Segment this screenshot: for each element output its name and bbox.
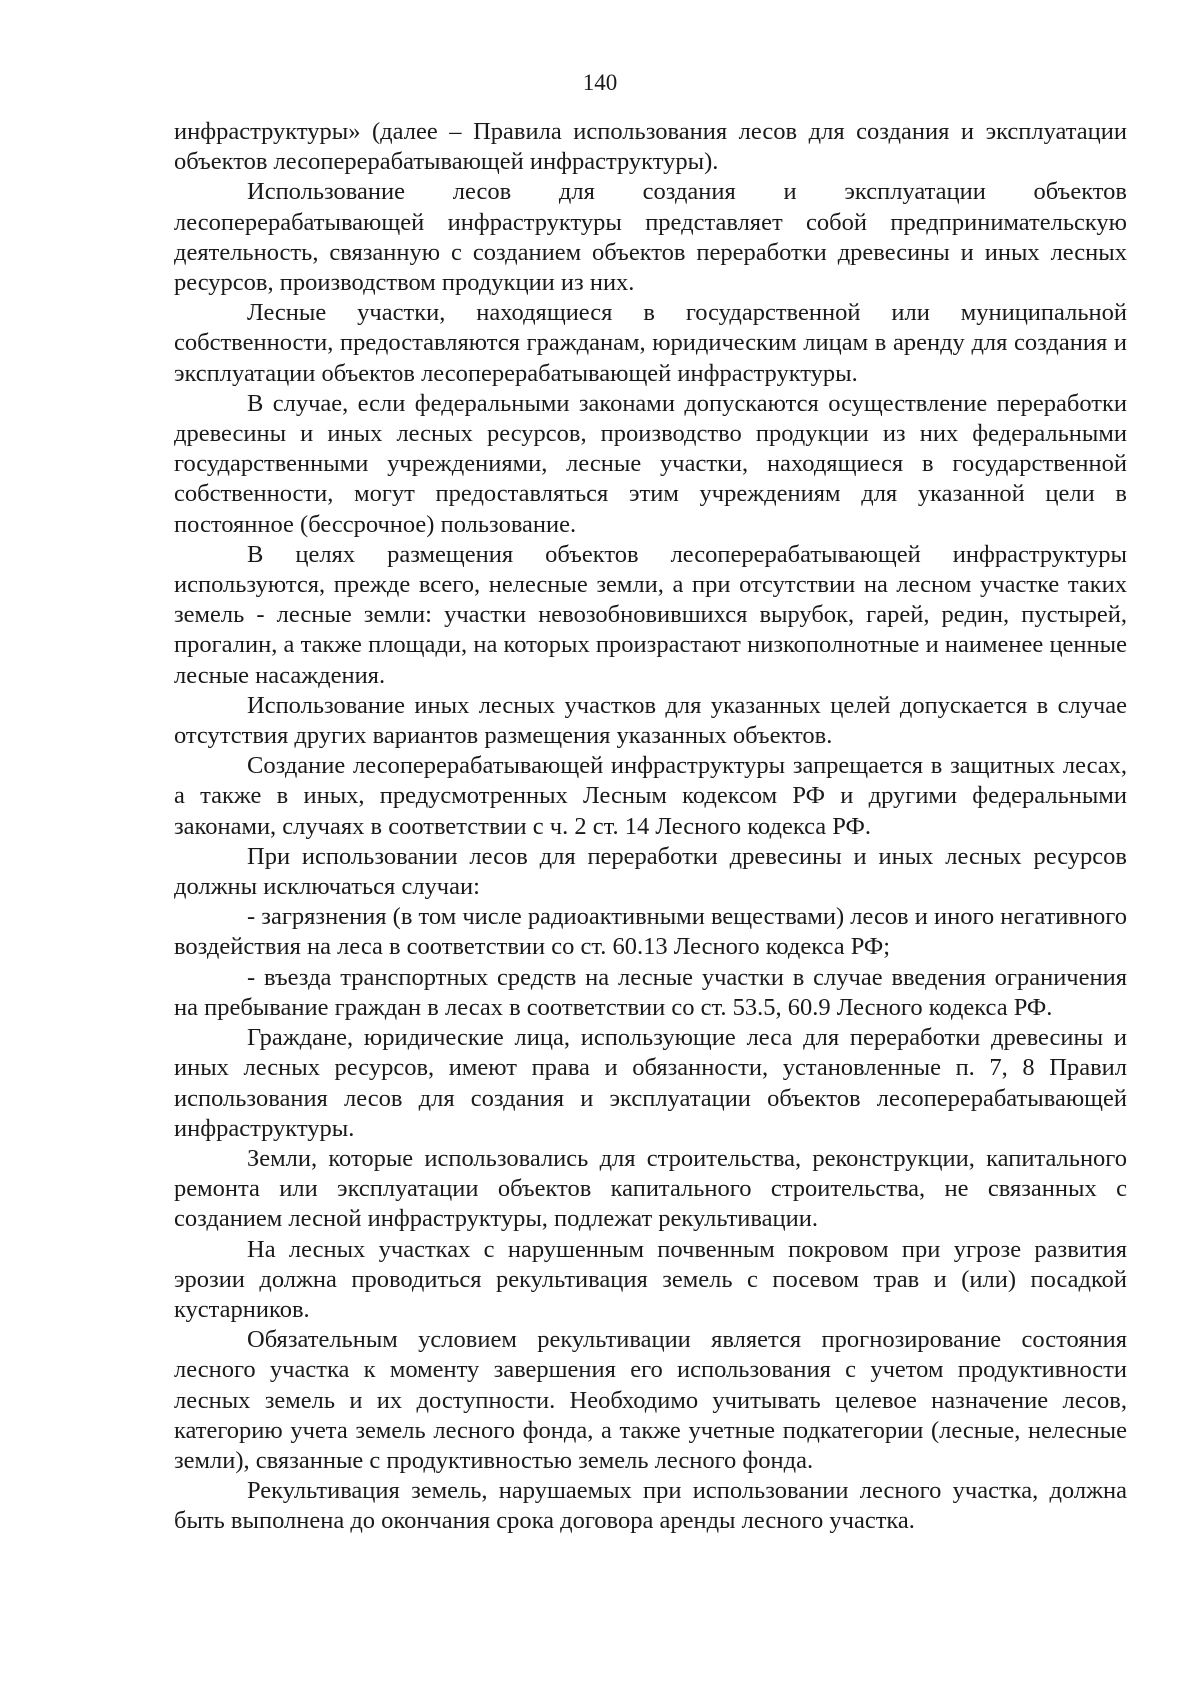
- paragraph: Земли, которые использовались для строительства, реконструкции, капитального ремонта или эксплуатации объектов капитального строительства, не связанных с созданием лесной инфраструктуры, подлежат рекультивации.: [174, 1144, 1127, 1233]
- paragraph: Использование лесов для создания и эксплуатации объектов лесоперерабатывающей инфраструктуры представляет собой предпринимательскую деятельность, связанную с созданием объектов переработки древесины и иных лесных ресурсов, производством продукции из них.: [174, 178, 1127, 297]
- paragraph: При использовании лесов для переработки древесины и иных лесных ресурсов должны исключаться случаи:: [174, 842, 1127, 901]
- paragraph: Использование иных лесных участков для указанных целей допускается в случае отсутствия других вариантов размещения указанных объектов.: [174, 691, 1127, 750]
- paragraph: Лесные участки, находящиеся в государственной или муниципальной собственности, предоставляются гражданам, юридическим лицам в аренду для создания и эксплуатации объектов лесоперерабатывающей инфраструктуры.: [174, 299, 1127, 387]
- paragraph: В случае, если федеральными законами допускаются осуществление переработки древесины и иных лесных ресурсов, производство продукции из них федеральными государственными учреждениями, лесные участки, находящиеся в государственной собственности, могут предоставляться этим учреждениям для указанной цели в постоянное (бессрочное) пользование.: [174, 389, 1127, 538]
- list-item: - загрязнения (в том числе радиоактивными веществами) лесов и иного негативного воздействия на леса в соответствии со ст. 60.13 Лесного кодекса РФ;: [174, 903, 1127, 961]
- paragraph-continuation: инфраструктуры» (далее – Правила использования лесов для создания и эксплуатации объектов лесоперерабатывающей инфраструктуры).: [174, 118, 1127, 176]
- paragraph: Создание лесоперерабатывающей инфраструктуры запрещается в защитных лесах, а также в иных, предусмотренных Лесным кодексом РФ и другими федеральными законами, случаях в соответствии с ч. 2 ст. 14 Лесного кодекса РФ.: [174, 752, 1127, 840]
- body-text: [174, 117, 1127, 1537]
- paragraph: В целях размещения объектов лесоперерабатывающей инфраструктуры используются, прежде всего, нелесные земли, а при отсутствии на лесном участке таких земель - лесные земли: участки невозобновившихся вырубок, гарей, редин, пустырей, прогалин, а также площади, на которых произрастают низкополнотные и наименее ценные лесные насаждения.: [174, 540, 1127, 689]
- list-item: - въезда транспортных средств на лесные участки в случае введения ограничения на пребывание граждан в лесах в соответствии со ст. 53.5, 60.9 Лесного кодекса РФ.: [174, 963, 1127, 1021]
- paragraph: Обязательным условием рекультивации является прогнозирование состояния лесного участка к моменту завершения его использования с учетом продуктивности лесных земель и их доступности. Необходимо учитывать целевое назначение лесов, категорию учета земель лесного фонда, а также учетные подкатегории (лесные, нелесные земли), связанные с продуктивностью земель лесного фонда.: [174, 1326, 1127, 1474]
- paragraph: Рекультивация земель, нарушаемых при использовании лесного участка, должна быть выполнена до окончания срока договора аренды лесного участка.: [174, 1477, 1127, 1535]
- paragraph: На лесных участках с нарушенным почвенным покровом при угрозе развития эрозии должна проводиться рекультивация земель с посевом трав и (или) посадкой кустарников.: [174, 1235, 1127, 1323]
- page-number: 140: [582, 70, 618, 95]
- paragraph: Граждане, юридические лица, использующие леса для переработки древесины и иных лесных ресурсов, имеют права и обязанности, установленные п. 7, 8 Правил использования лесов для создания и эксплуатации объектов лесоперерабатывающей инфраструктуры.: [174, 1024, 1127, 1142]
